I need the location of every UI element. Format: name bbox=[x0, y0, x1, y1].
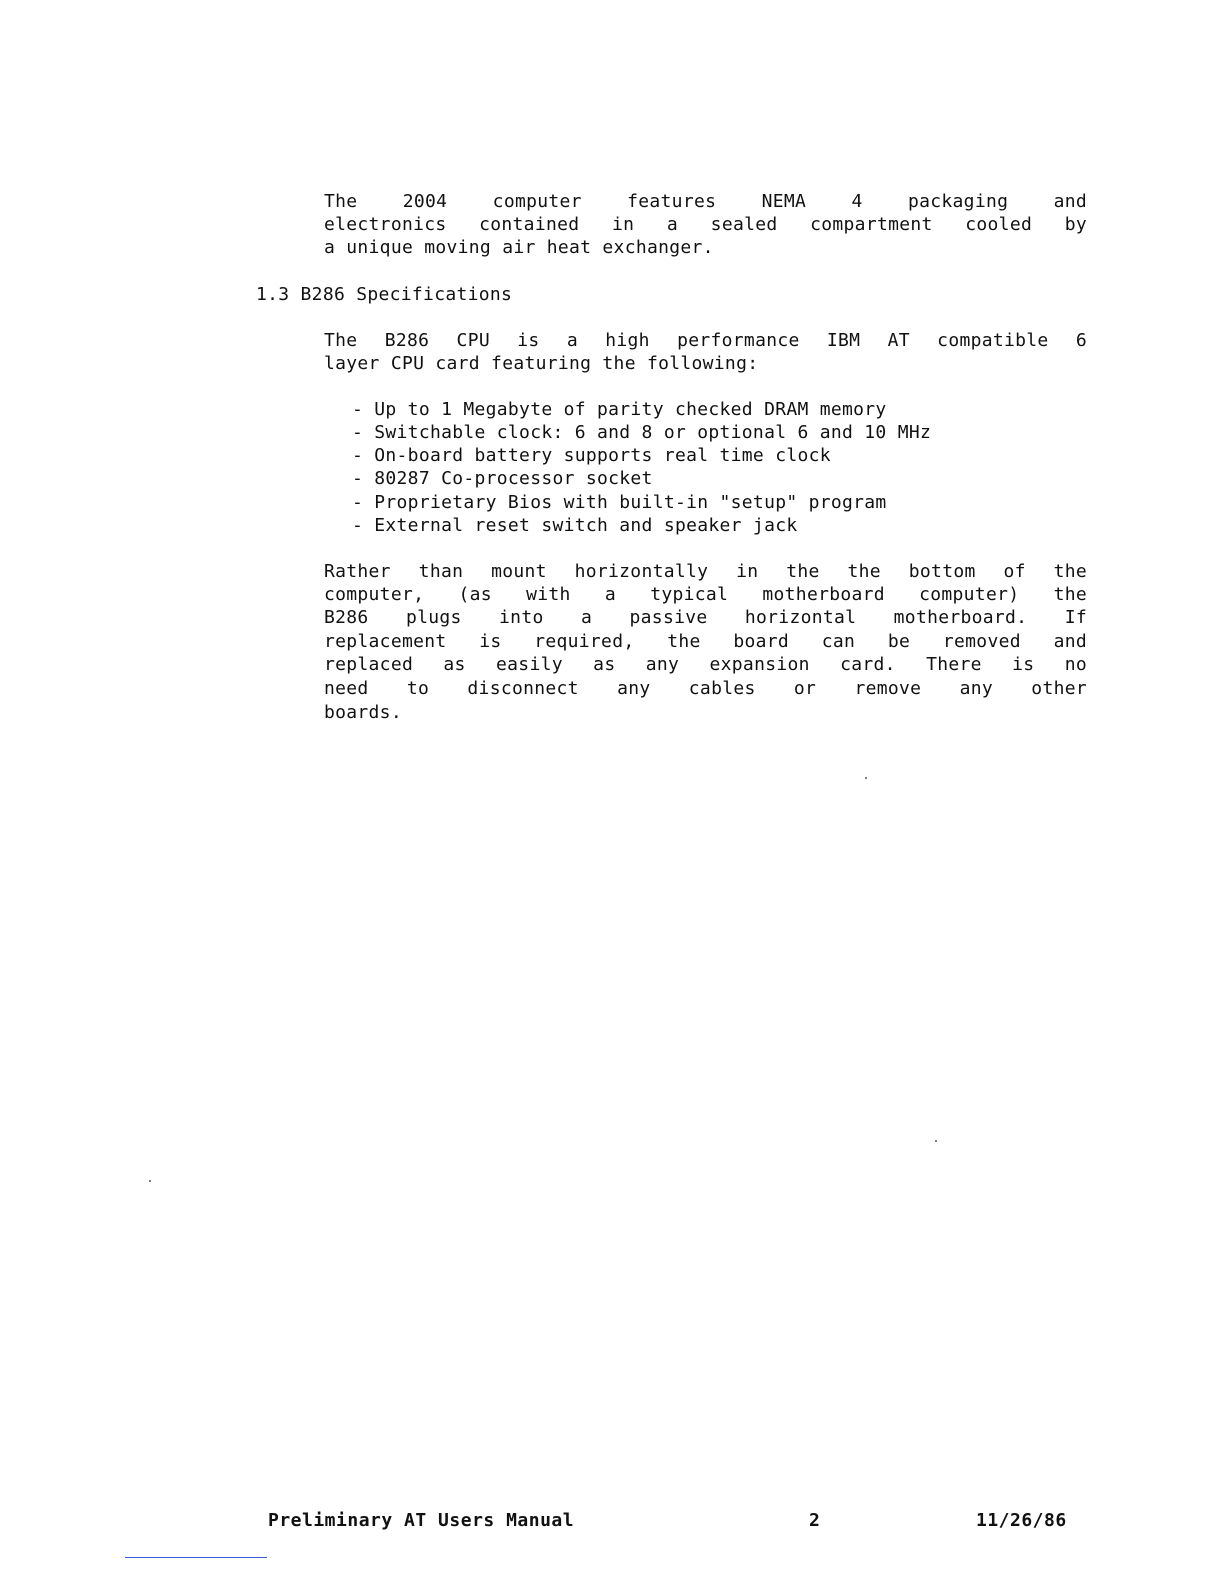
section-heading: 1.3 B286 Specifications bbox=[256, 284, 513, 305]
intro-line-1: The 2004 computer features NEMA 4 packaging and bbox=[324, 191, 1087, 212]
paragraph2-line-4: replacement is required, the board can be removed and bbox=[324, 631, 1087, 652]
paragraph1-line-1: The B286 CPU is a high performance IBM AT compatible 6 bbox=[324, 330, 1087, 351]
paragraph2-line-3: B286 plugs into a passive horizontal motherboard. If bbox=[324, 607, 1087, 628]
paragraph1-line-2: layer CPU card featuring the following: bbox=[324, 353, 759, 374]
paragraph2-line-5: replaced as easily as any expansion card. There is no bbox=[324, 654, 1087, 675]
footer-title: Preliminary AT Users Manual bbox=[268, 1510, 575, 1531]
scan-speck bbox=[865, 777, 867, 779]
scan-edge-line bbox=[125, 1557, 267, 1558]
list-item: - Up to 1 Megabyte of parity checked DRAM memory bbox=[352, 399, 887, 420]
scan-speck bbox=[935, 1140, 937, 1142]
list-item: - Switchable clock: 6 and 8 or optional 6 and 10 MHz bbox=[352, 422, 932, 443]
footer-page-number: 2 bbox=[809, 1510, 821, 1531]
paragraph2-line-1: Rather than mount horizontally in the the bottom of the bbox=[324, 561, 1087, 582]
list-item: - On-board battery supports real time clock bbox=[352, 445, 831, 466]
list-item: - Proprietary Bios with built-in "setup" program bbox=[352, 492, 887, 513]
intro-line-2: electronics contained in a sealed compartment cooled by bbox=[324, 214, 1087, 235]
intro-line-3: a unique moving air heat exchanger. bbox=[324, 237, 714, 258]
scan-speck bbox=[149, 1180, 151, 1182]
paragraph2-line-6: need to disconnect any cables or remove any other bbox=[324, 678, 1087, 699]
list-item: - 80287 Co-processor socket bbox=[352, 468, 653, 489]
footer-date: 11/26/86 bbox=[976, 1510, 1067, 1531]
paragraph2-line-2: computer, (as with a typical motherboard computer) the bbox=[324, 584, 1087, 605]
paragraph2-line-7: boards. bbox=[324, 702, 402, 723]
list-item: - External reset switch and speaker jack bbox=[352, 515, 798, 536]
